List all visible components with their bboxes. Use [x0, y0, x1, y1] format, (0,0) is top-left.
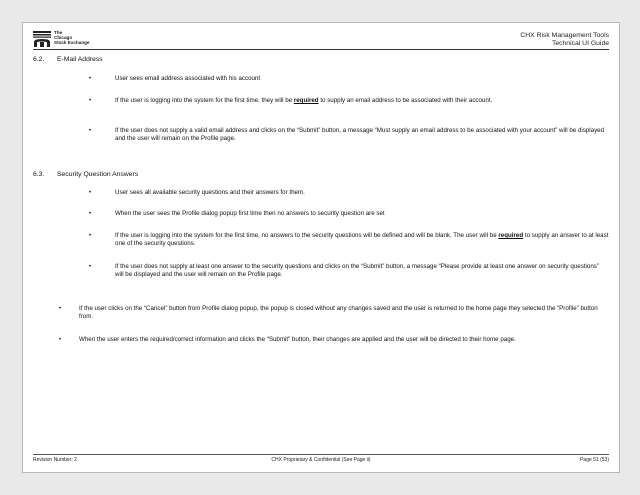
list-item-text: [115, 232, 609, 248]
list-item-text: If the user does not supply a valid email address and clicks on the “Submit” button, a message “Must supply an email address to be associated with your account” will be displayed and the user will remain on the Profile page.: [115, 127, 605, 143]
bullet-icon: •: [89, 97, 92, 104]
logo-line-the: The: [54, 30, 63, 35]
page-footer: [33, 457, 609, 467]
footer-divider: [33, 454, 609, 455]
logo-line-stock-exchange: Stock Exchange: [54, 40, 90, 46]
revision-number: Revision Number: 2: [33, 457, 77, 463]
list-item-text-post: to supply an email address to be associated with their account.: [318, 97, 493, 104]
section-title: Security Question Answers: [57, 171, 139, 178]
list-item-text-pre: If the user is logging into the system for the first time, no answers to the security questions will be defined and will be blank. The user will be: [115, 232, 499, 239]
list-item-text-pre: If the user is logging into the system for the first time, they will be: [115, 97, 294, 104]
bullet-icon: •: [59, 336, 62, 343]
bullet-icon: •: [89, 232, 92, 239]
list-item-text: If the user does not supply at least one answer to the security questions and clicks on the “Submit” button, a message “Please provide at least one answer on security questions” will be displayed and the user will remain on the Profile page.: [115, 263, 599, 279]
bullet-icon: •: [89, 263, 92, 270]
emphasis-required: required: [498, 232, 524, 239]
page-number: Page 51 (53): [580, 457, 609, 463]
bullet-icon: •: [89, 210, 92, 217]
emphasis-required: required: [293, 97, 319, 104]
bullet-icon: •: [89, 189, 92, 196]
document-title-line2: Technical UI Guide: [551, 40, 609, 47]
confidential-notice: CHX Proprietary & Confidential (See Page ii): [271, 457, 371, 463]
section-number: 6.2.: [33, 56, 45, 63]
document-title-line1: CHX Risk Management Tools: [520, 32, 609, 39]
section-number: 6.3.: [33, 171, 45, 178]
list-item-text: [115, 97, 609, 105]
bullet-icon: •: [59, 305, 62, 312]
section-heading-6-3: [33, 171, 138, 178]
list-item-text: If the user clicks on the “Cancel” button from Profile dialog popup, the popup is closed without any changes saved and the user is returned to the home page they selected the “Profile” button from.: [79, 305, 598, 321]
document-title: [520, 32, 609, 48]
page-header: [33, 29, 609, 49]
chx-logo: [33, 29, 153, 49]
list-item-text: User sees all available security questions and their answers for them.: [115, 189, 305, 196]
list-item-text: When the user enters the required/correct information and clicks the “Submit” button, their changes are applied and the user will be directed to their home page.: [79, 336, 516, 343]
chx-logo-icon: [33, 31, 51, 47]
bullet-icon: •: [89, 127, 92, 134]
logo-line-chicago: Chicago: [54, 35, 73, 41]
list-item-text: When the user sees the Profile dialog popup first time then no answers to security question are set: [115, 210, 385, 217]
list-item-text: User sees email address associated with his account: [115, 75, 261, 82]
section-heading-6-2: [33, 56, 103, 63]
section-title: E-Mail Address: [57, 56, 103, 63]
header-divider: [33, 49, 609, 50]
document-page: [22, 22, 620, 473]
list-item-text-post: to supply an answer to at least one of the security questions.: [115, 232, 609, 248]
bullet-icon: •: [89, 75, 92, 82]
